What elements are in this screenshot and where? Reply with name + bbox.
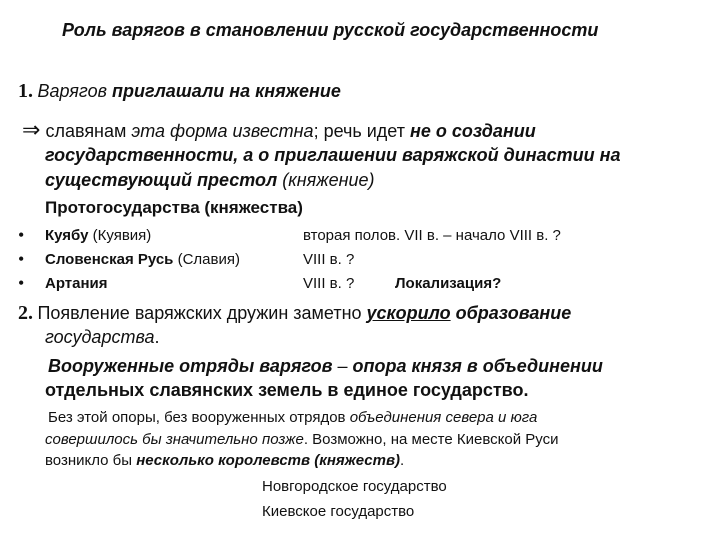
without-line-3 xyxy=(45,452,404,470)
without-line-1-a: Без этой опоры, без вооруженных отрядов xyxy=(48,409,350,426)
point-2-text-a: Появление варяжских дружин заметно xyxy=(37,303,367,323)
list-item-name-rest: (Славия) xyxy=(173,251,240,268)
bullet-symbol: • xyxy=(18,249,25,269)
list-item xyxy=(18,249,24,270)
arrow-text-c: ; речь идет xyxy=(313,121,410,141)
arrow-line-1 xyxy=(22,118,536,143)
list-item-name xyxy=(45,251,240,268)
list-item-name-rest: (Куявия) xyxy=(88,227,152,244)
without-line-3-c: . xyxy=(400,452,405,469)
without-line-1-b: объединения севера и юга xyxy=(349,409,538,426)
arrow-line-3-b: (княжение) xyxy=(277,170,375,190)
state-novgorod: Новгородское государство xyxy=(262,478,447,495)
arrow-line-2: государственности, а о приглашении варяжской династии на xyxy=(45,145,621,165)
point-1-number: 1. xyxy=(18,80,33,102)
point-2-text-d: образование xyxy=(455,303,572,323)
without-line-2 xyxy=(45,431,558,449)
state-kiev: Киевское государство xyxy=(262,503,415,520)
bullet-symbol: • xyxy=(18,225,25,245)
localization-note: Локализация? xyxy=(395,275,502,292)
point-2-line-2-b: . xyxy=(154,327,160,347)
list-item-name xyxy=(45,227,151,244)
point-1 xyxy=(18,80,341,103)
point-1-text-a: Варягов xyxy=(37,81,112,101)
implies-arrow-icon: ⇒ xyxy=(22,118,41,143)
armed-line-2: отдельных славянских земель в единое государство. xyxy=(45,380,529,400)
without-line-2-a: совершилось бы значительно позже xyxy=(45,431,304,448)
armed-line-1 xyxy=(48,356,603,377)
bullet-symbol: • xyxy=(18,273,25,293)
point-2-text-b: ускорило xyxy=(366,303,451,323)
without-line-1 xyxy=(48,409,537,427)
point-2 xyxy=(18,302,571,325)
point-2-line-2-a: государства xyxy=(45,327,155,347)
list-item-date: VIII в. ? xyxy=(303,275,355,292)
armed-line-1-a: Вооруженные отряды варягов xyxy=(48,356,333,376)
without-line-2-b: . Возможно, на месте Киевской Руси xyxy=(303,431,559,448)
page-title: Роль варягов в становлении русской государственности xyxy=(62,20,599,40)
point-2-line-2 xyxy=(45,327,159,348)
list-item-name-bold: Артания xyxy=(45,275,108,292)
list-item xyxy=(18,273,24,294)
arrow-line-3-a: существующий престол xyxy=(45,170,278,190)
arrow-text-b: эта форма известна xyxy=(131,121,314,141)
arrow-line-3 xyxy=(45,170,375,191)
list-item-date: VIII в. ? xyxy=(303,251,355,268)
protostates-heading: Протогосударства (княжества) xyxy=(45,198,303,217)
list-item-name xyxy=(45,275,108,292)
armed-line-1-b: – xyxy=(332,356,353,376)
list-item-name-bold: Словенская Русь xyxy=(45,251,174,268)
without-line-3-b: несколько королевств (княжеств) xyxy=(136,452,401,469)
arrow-text-d: не о создании xyxy=(409,121,536,141)
arrow-text-a: славянам xyxy=(40,121,132,141)
list-item-name-bold: Куябу xyxy=(45,227,89,244)
without-line-3-a: возникло бы xyxy=(45,452,137,469)
list-item xyxy=(18,225,24,246)
point-2-number: 2. xyxy=(18,302,33,324)
list-item-date: вторая полов. VII в. – начало VIII в. ? xyxy=(303,227,561,244)
point-1-text-b: приглашали на княжение xyxy=(111,81,341,101)
armed-line-1-c: опора князя в объединении xyxy=(352,356,603,376)
